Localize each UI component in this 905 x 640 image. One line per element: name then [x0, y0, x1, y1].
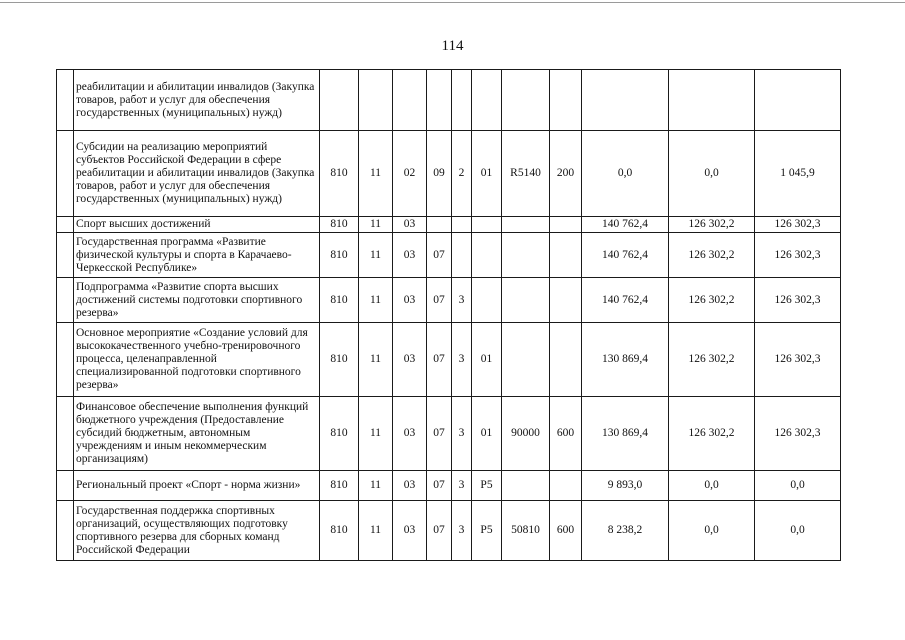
code-gr: 810 [320, 397, 359, 471]
code-subprogram: 2 [452, 131, 472, 217]
code-pr [393, 70, 427, 131]
code-rz: 11 [359, 217, 393, 233]
amount-year-2: 126 302,2 [669, 217, 755, 233]
code-gr: 810 [320, 278, 359, 323]
table-row [57, 278, 841, 323]
table-row [57, 397, 841, 471]
code-pr: 03 [393, 471, 427, 501]
row-number-cell [57, 397, 74, 471]
table-row [57, 233, 841, 278]
amount-year-2: 0,0 [669, 131, 755, 217]
amount-year-1: 8 238,2 [582, 501, 669, 561]
code-vr: 600 [550, 501, 582, 561]
code-direction: R5140 [502, 131, 550, 217]
amount-year-3: 126 302,3 [755, 397, 841, 471]
budget-table [56, 69, 841, 561]
code-subprogram [452, 217, 472, 233]
row-number-cell [57, 471, 74, 501]
item-name: реабилитации и абилитации инвалидов (Закупка товаров, работ и услуг для обеспечения государственных (муниципальных) нужд) [74, 70, 320, 131]
code-subprogram: 3 [452, 278, 472, 323]
code-event: 01 [472, 323, 502, 397]
amount-year-3: 1 045,9 [755, 131, 841, 217]
code-vr [550, 471, 582, 501]
code-gr: 810 [320, 471, 359, 501]
item-name: Региональный проект «Спорт - норма жизни» [74, 471, 320, 501]
amount-year-3: 0,0 [755, 471, 841, 501]
code-event: 01 [472, 131, 502, 217]
code-subprogram: 3 [452, 323, 472, 397]
code-direction [502, 233, 550, 278]
amount-year-3: 0,0 [755, 501, 841, 561]
code-gr: 810 [320, 131, 359, 217]
amount-year-3 [755, 70, 841, 131]
code-pr: 02 [393, 131, 427, 217]
code-event [472, 233, 502, 278]
amount-year-2: 126 302,2 [669, 278, 755, 323]
code-pr: 03 [393, 233, 427, 278]
code-vr [550, 323, 582, 397]
row-number-cell [57, 233, 74, 278]
code-direction [502, 471, 550, 501]
item-name: Подпрограмма «Развитие спорта высших достижений системы подготовки спортивного резерва» [74, 278, 320, 323]
code-direction: 50810 [502, 501, 550, 561]
code-direction [502, 70, 550, 131]
amount-year-2: 0,0 [669, 501, 755, 561]
code-program: 07 [427, 471, 452, 501]
code-pr: 03 [393, 323, 427, 397]
code-pr: 03 [393, 501, 427, 561]
table-row [57, 217, 841, 233]
item-name: Государственная поддержка спортивных организаций, осуществляющих подготовку спортивного резерва для сборных команд Российской Федерации [74, 501, 320, 561]
code-rz: 11 [359, 501, 393, 561]
code-direction [502, 217, 550, 233]
code-pr: 03 [393, 217, 427, 233]
code-direction: 90000 [502, 397, 550, 471]
table-row [57, 471, 841, 501]
amount-year-2: 126 302,2 [669, 233, 755, 278]
code-pr: 03 [393, 397, 427, 471]
code-gr: 810 [320, 323, 359, 397]
code-event [472, 278, 502, 323]
code-program: 07 [427, 233, 452, 278]
code-program: 07 [427, 397, 452, 471]
code-rz: 11 [359, 131, 393, 217]
amount-year-1: 140 762,4 [582, 217, 669, 233]
code-event: P5 [472, 501, 502, 561]
item-name: Основное мероприятие «Создание условий для высококачественного учебно-тренировочного процесса, целенаправленной специализированной подготовки спортивного резерва» [74, 323, 320, 397]
code-event: 01 [472, 397, 502, 471]
row-number-cell [57, 278, 74, 323]
code-rz: 11 [359, 323, 393, 397]
item-name: Спорт высших достижений [74, 217, 320, 233]
row-number-cell [57, 131, 74, 217]
table-row [57, 70, 841, 131]
code-vr [550, 217, 582, 233]
amount-year-1: 140 762,4 [582, 278, 669, 323]
amount-year-3: 126 302,3 [755, 278, 841, 323]
code-program: 07 [427, 501, 452, 561]
table-body [57, 70, 841, 561]
amount-year-1: 130 869,4 [582, 323, 669, 397]
code-program: 07 [427, 278, 452, 323]
code-direction [502, 278, 550, 323]
amount-year-3: 126 302,3 [755, 233, 841, 278]
amount-year-1: 9 893,0 [582, 471, 669, 501]
code-vr [550, 233, 582, 278]
amount-year-2: 126 302,2 [669, 397, 755, 471]
row-number-cell [57, 501, 74, 561]
code-gr [320, 70, 359, 131]
code-rz: 11 [359, 233, 393, 278]
code-gr: 810 [320, 501, 359, 561]
scan-top-edge [0, 2, 905, 3]
code-program: 07 [427, 323, 452, 397]
page-number: 114 [441, 38, 464, 54]
code-vr: 600 [550, 397, 582, 471]
code-gr: 810 [320, 217, 359, 233]
code-program: 09 [427, 131, 452, 217]
code-direction [502, 323, 550, 397]
row-number-cell [57, 323, 74, 397]
code-rz: 11 [359, 471, 393, 501]
amount-year-1: 140 762,4 [582, 233, 669, 278]
amount-year-2: 126 302,2 [669, 323, 755, 397]
amount-year-1: 0,0 [582, 131, 669, 217]
code-vr [550, 278, 582, 323]
amount-year-3: 126 302,3 [755, 323, 841, 397]
amount-year-2: 0,0 [669, 471, 755, 501]
amount-year-1 [582, 70, 669, 131]
amount-year-2 [669, 70, 755, 131]
code-pr: 03 [393, 278, 427, 323]
code-event [472, 217, 502, 233]
code-subprogram: 3 [452, 501, 472, 561]
code-event: P5 [472, 471, 502, 501]
code-subprogram [452, 70, 472, 131]
code-program [427, 70, 452, 131]
code-subprogram: 3 [452, 397, 472, 471]
code-gr: 810 [320, 233, 359, 278]
item-name: Финансовое обеспечение выполнения функций бюджетного учреждения (Предоставление субсидий бюджетным, автономным учреждениям и иным некоммерческим организациям) [74, 397, 320, 471]
code-subprogram: 3 [452, 471, 472, 501]
item-name: Субсидии на реализацию мероприятий субъектов Российской Федерации в сфере реабилитации и абилитации инвалидов (Закупка товаров, работ и услуг для обеспечения государственных (муниципальных) нужд) [74, 131, 320, 217]
amount-year-3: 126 302,3 [755, 217, 841, 233]
code-vr [550, 70, 582, 131]
code-subprogram [452, 233, 472, 278]
table-row [57, 323, 841, 397]
code-rz: 11 [359, 397, 393, 471]
table-row [57, 131, 841, 217]
row-number-cell [57, 217, 74, 233]
table-row [57, 501, 841, 561]
code-rz [359, 70, 393, 131]
code-program [427, 217, 452, 233]
code-event [472, 70, 502, 131]
row-number-cell [57, 70, 74, 131]
code-rz: 11 [359, 278, 393, 323]
amount-year-1: 130 869,4 [582, 397, 669, 471]
item-name: Государственная программа «Развитие физической культуры и спорта в Карачаево-Черкесской Республике» [74, 233, 320, 278]
code-vr: 200 [550, 131, 582, 217]
